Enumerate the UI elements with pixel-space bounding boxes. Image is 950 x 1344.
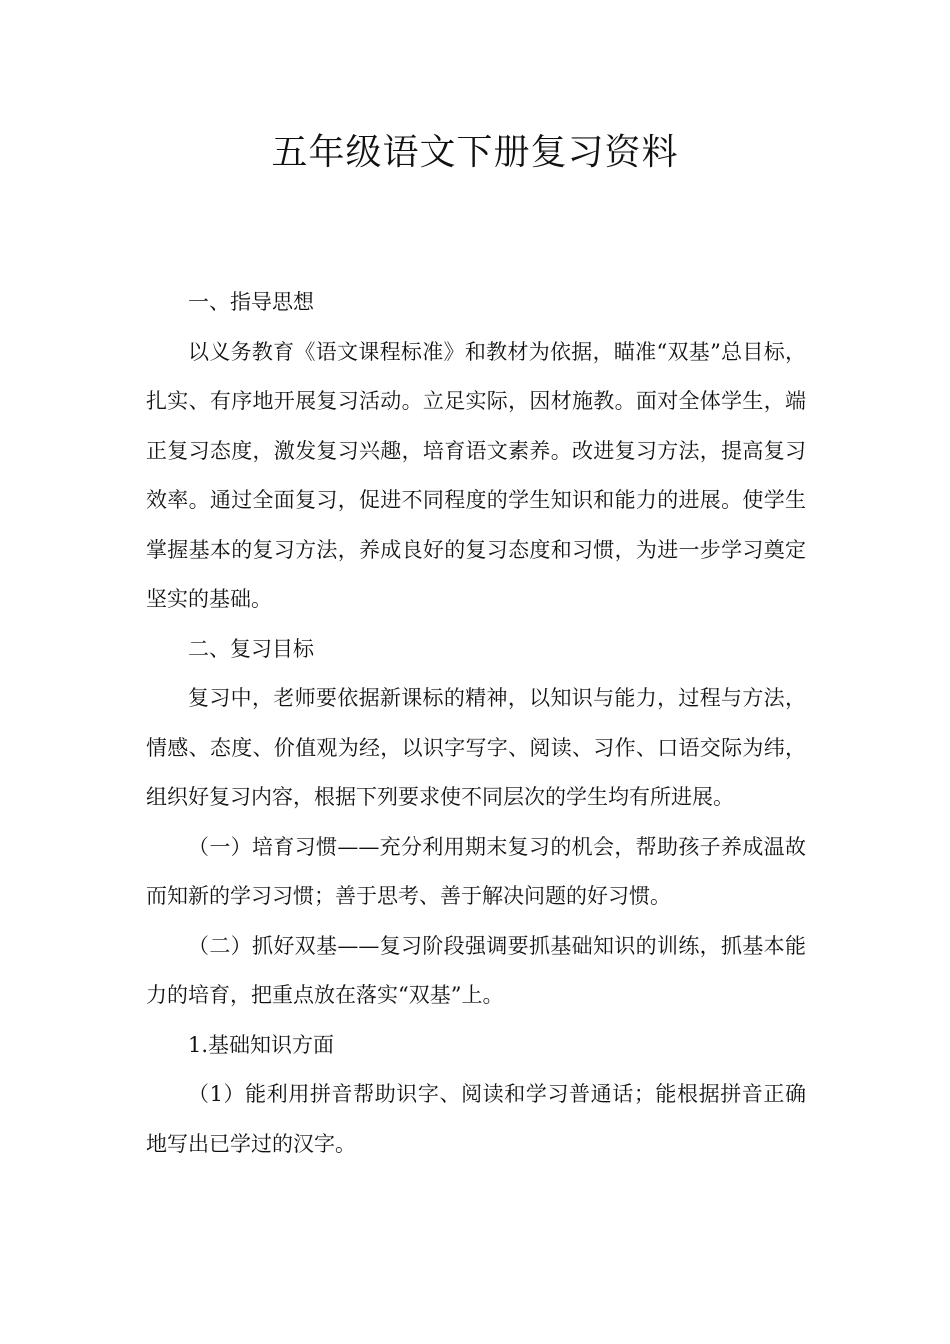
section-heading-guiding-idea: 一、指导思想 (188, 290, 314, 314)
paragraph-basics: （二）抓好双基——复习阶段强调要抓基础知识的训练，抓基本能力的培育，把重点放在落实“双基”上。 (146, 933, 806, 1007)
paragraph-review-goals: 复习中，老师要依据新课标的精神，以知识与能力，过程与方法，情感、态度、价值观为经，以识字写字、阅读、习作、口语交际为纬，组织好复习内容，根据下列要求使不同层次的学生均有所进展。 (146, 686, 806, 809)
section-heading-review-goals: 二、复习目标 (188, 636, 314, 661)
paragraph-pinyin: （1）能利用拼音帮助识字、阅读和学习普通话；能根据拼音正确地写出已学过的汉字。 (146, 1082, 806, 1156)
paragraph-guiding-idea: 以义务教育《语文课程标准》和教材为依据，瞄准“双基”总目标，扎实、有序地开展复习活动。立足实际，因材施教。面对全体学生，端正复习态度，激发复习兴趣，培育语文素养。改进复习方法，提高复习效率。通过全面复习，促进不同程度的学生知识和能力的进展。使学生掌握基本的复习方法，养成良好的复习态度和习惯，为进一步学习奠定坚实的基础。 (146, 339, 806, 611)
paragraph-habits: （一）培育习惯——充分利用期末复习的机会，帮助孩子养成温故而知新的学习习惯；善于思考、善于解决问题的好习惯。 (146, 834, 806, 908)
subheading-basic-knowledge: 1.基础知识方面 (188, 1032, 335, 1057)
document-title: 五年级语文下册复习资料 (271, 132, 679, 173)
document-body (146, 278, 806, 1169)
